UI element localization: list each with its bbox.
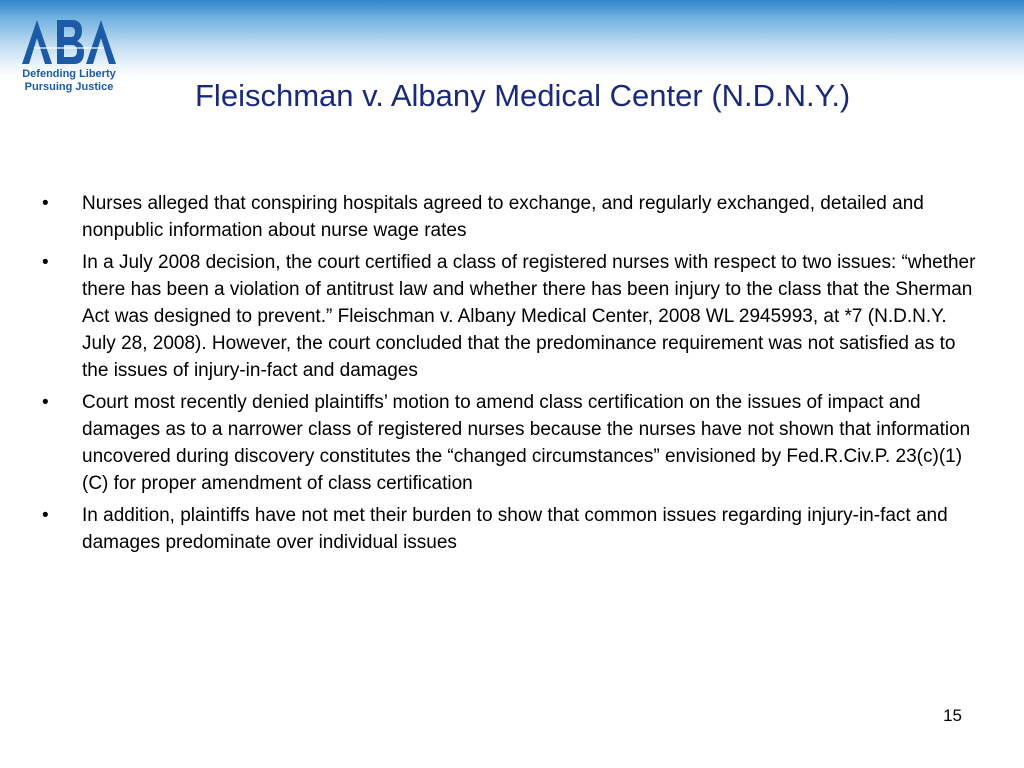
aba-logo-icon xyxy=(22,18,116,66)
logo-tagline xyxy=(14,68,124,94)
bullet-text: Court most recently denied plaintiffs’ motion to amend class certification on the issues of impact and damages as to a narrower class of registered nurses because the nurses have not shown that information uncovered during discovery constitutes the “changed circumstances” envisioned by Fed.R.Civ.P. 23(c)(1)(C) for proper amendment of class certification xyxy=(82,392,971,494)
bullet-icon: • xyxy=(42,392,49,413)
bullet-icon: • xyxy=(42,193,49,214)
bullet-icon: • xyxy=(42,505,49,526)
bullet-item xyxy=(42,502,977,556)
bullet-list xyxy=(42,190,977,561)
bullet-icon: • xyxy=(42,252,49,273)
bullet-item xyxy=(42,249,977,384)
tagline-line-1: Defending Liberty xyxy=(22,68,116,80)
slide-title: Fleischman v. Albany Medical Center (N.D.N.Y.) xyxy=(195,78,851,113)
bullet-item xyxy=(42,389,977,497)
bullet-text: Nurses alleged that conspiring hospitals agreed to exchange, and regularly exchanged, detailed and nonpublic information about nurse wage rates xyxy=(82,193,924,241)
aba-logo xyxy=(14,18,124,100)
tagline-line-2: Pursuing Justice xyxy=(24,81,114,93)
header-gradient-band xyxy=(0,0,1024,78)
page-number: 15 xyxy=(943,706,962,725)
bullet-text: In addition, plaintiffs have not met their burden to show that common issues regarding injury-in-fact and damages predominate over individual issues xyxy=(82,505,948,553)
bullet-item xyxy=(42,190,977,244)
bullet-text: In a July 2008 decision, the court certified a class of registered nurses with respect to two issues: “whether there has been a violation of antitrust law and whether there has been injury to the class that the Sherman Act was designed to prevent.” Fleischman v. Albany Medical Center, 2008 WL 2945993, at *7 (N.D.N.Y. July 28, 2008). However, the court concluded that the predominance requirement was not satisfied as to the issues of injury-in-fact and damages xyxy=(82,252,976,381)
